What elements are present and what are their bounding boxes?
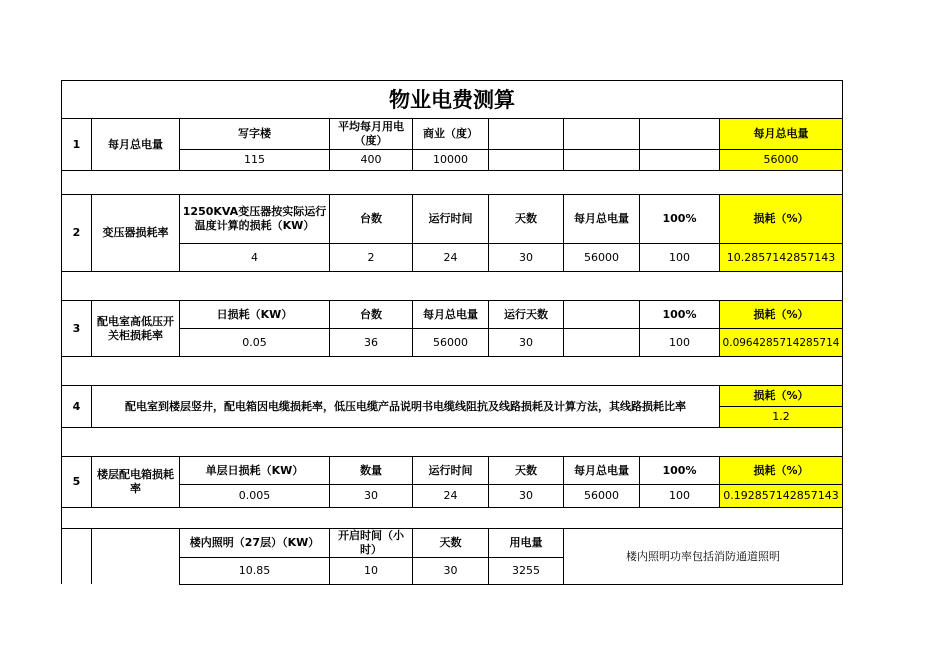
- value-cell: 0.05: [179, 328, 330, 357]
- value-cell: 10: [329, 557, 413, 585]
- value-cell: 3255: [488, 557, 564, 585]
- header-cell: [639, 118, 720, 150]
- section-label: 楼层配电箱损耗率: [91, 456, 180, 508]
- value-cell: 10000: [412, 149, 489, 171]
- value-cell: 2: [329, 243, 413, 272]
- spacer-row: [61, 427, 843, 457]
- value-cell: [488, 149, 564, 171]
- header-cell: 每月总电量: [563, 194, 640, 244]
- value-cell: 4: [179, 243, 330, 272]
- value-cell-highlight: 10.2857142857143: [719, 243, 843, 272]
- header-cell: [488, 118, 564, 150]
- spacer-row: [61, 271, 843, 301]
- value-cell: 10.85: [179, 557, 330, 585]
- section-number: 3: [61, 300, 92, 357]
- value-cell: 0.005: [179, 484, 330, 508]
- section-label: 变压器损耗率: [91, 194, 180, 272]
- section-label: 配电室高低压开关柜损耗率: [91, 300, 180, 357]
- value-cell: 100: [639, 484, 720, 508]
- spacer-row: [61, 356, 843, 386]
- value-cell: 56000: [563, 484, 640, 508]
- header-cell: 用电量: [488, 528, 564, 558]
- header-cell-highlight: 损耗（%）: [719, 456, 843, 485]
- value-cell-highlight: 0.192857142857143: [719, 484, 843, 508]
- header-cell: 写字楼: [179, 118, 330, 150]
- value-cell: 56000: [563, 243, 640, 272]
- header-cell-highlight: 每月总电量: [719, 118, 843, 150]
- header-cell: 数量: [329, 456, 413, 485]
- header-cell: 单层日损耗（KW）: [179, 456, 330, 485]
- value-cell: 30: [488, 243, 564, 272]
- value-cell: [639, 149, 720, 171]
- header-cell-highlight: 损耗（%）: [719, 194, 843, 244]
- header-cell: [563, 300, 640, 329]
- value-cell: 100: [639, 243, 720, 272]
- value-cell: 56000: [412, 328, 489, 357]
- header-cell: 100%: [639, 194, 720, 244]
- header-cell: 台数: [329, 300, 413, 329]
- header-cell: 运行时间: [412, 456, 489, 485]
- header-cell: 运行时间: [412, 194, 489, 244]
- value-cell: 400: [329, 149, 413, 171]
- note-cell: 楼内照明功率包括消防通道照明: [563, 528, 843, 585]
- header-cell: 楼内照明（27层）（KW）: [179, 528, 330, 558]
- header-cell: 运行天数: [488, 300, 564, 329]
- page-title: 物业电费测算: [61, 80, 843, 119]
- section-number: 2: [61, 194, 92, 272]
- header-cell-highlight: 损耗（%）: [719, 385, 843, 407]
- section-label: [91, 528, 180, 584]
- header-cell: 台数: [329, 194, 413, 244]
- value-cell: 30: [488, 484, 564, 508]
- value-cell: [563, 149, 640, 171]
- header-cell: [563, 118, 640, 150]
- header-cell: 1250KVA变压器按实际运行温度计算的损耗（KW）: [179, 194, 330, 244]
- value-cell: [563, 328, 640, 357]
- value-cell-highlight: 1.2: [719, 406, 843, 428]
- value-cell: 115: [179, 149, 330, 171]
- header-cell: 开启时间（小时）: [329, 528, 413, 558]
- header-cell: 天数: [488, 456, 564, 485]
- value-cell: 36: [329, 328, 413, 357]
- value-cell: 30: [329, 484, 413, 508]
- value-cell: 24: [412, 243, 489, 272]
- header-cell: 每月总电量: [563, 456, 640, 485]
- value-cell: 30: [412, 557, 489, 585]
- section-text: 配电室到楼层竖井，配电箱因电缆损耗率，低压电缆产品说明书电缆线阻抗及线路损耗及计算方法，其线路损耗比率: [91, 385, 720, 428]
- header-cell: 100%: [639, 456, 720, 485]
- spacer-row: [61, 507, 843, 529]
- section-label: 每月总电量: [91, 118, 180, 171]
- value-cell: 100: [639, 328, 720, 357]
- header-cell: 日损耗（KW）: [179, 300, 330, 329]
- header-cell-highlight: 损耗（%）: [719, 300, 843, 329]
- header-cell: 天数: [412, 528, 489, 558]
- section-number: [61, 528, 92, 584]
- section-number: 4: [61, 385, 92, 428]
- header-cell: 每月总电量: [412, 300, 489, 329]
- value-cell-highlight: 0.0964285714285714: [719, 328, 843, 357]
- header-cell: 天数: [488, 194, 564, 244]
- section-number: 1: [61, 118, 92, 171]
- value-cell: 24: [412, 484, 489, 508]
- value-cell: 30: [488, 328, 564, 357]
- value-cell-highlight: 56000: [719, 149, 843, 171]
- header-cell: 平均每月用电（度）: [329, 118, 413, 150]
- spacer-row: [61, 170, 843, 195]
- header-cell: 100%: [639, 300, 720, 329]
- section-number: 5: [61, 456, 92, 508]
- header-cell: 商业（度）: [412, 118, 489, 150]
